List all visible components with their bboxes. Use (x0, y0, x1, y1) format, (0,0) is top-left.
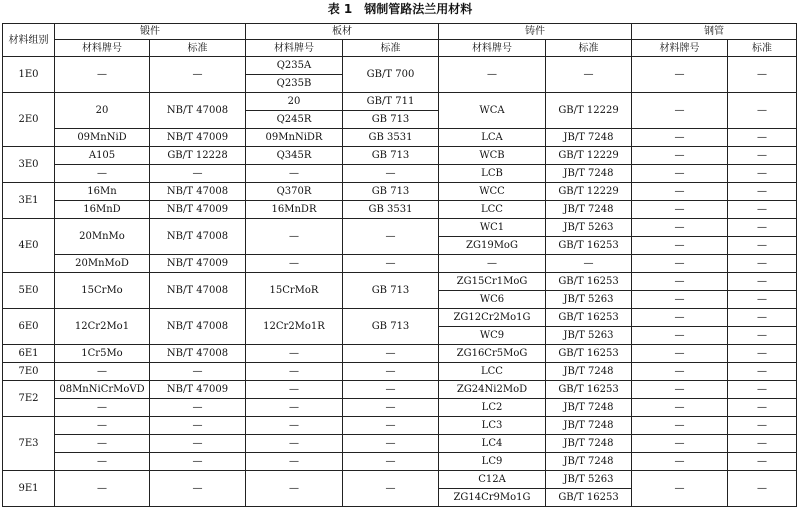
table-row (3, 273, 797, 291)
forging-grade-cell: 20 (55, 93, 150, 129)
group-cell: 6E0 (3, 309, 55, 345)
pipe-grade-cell: — (632, 471, 728, 507)
casting-standard-cell: JB/T 5263 (546, 219, 632, 237)
plate-grade-cell: — (246, 363, 343, 381)
pipe-standard-cell: — (728, 237, 797, 255)
casting-standard-cell: JB/T 7248 (546, 417, 632, 435)
casting-standard-cell: GB/T 12229 (546, 147, 632, 165)
pipe-standard-cell: — (728, 435, 797, 453)
pipe-grade-cell: — (632, 399, 728, 417)
table-row (3, 435, 797, 453)
header-casting-standard: 标准 (546, 40, 632, 57)
pipe-grade-cell: — (632, 327, 728, 345)
forging-grade-cell: 16MnD (55, 201, 150, 219)
table-row (3, 201, 797, 219)
table-row (3, 57, 797, 75)
table-row (3, 471, 797, 489)
header-plate: 板材 (246, 24, 439, 40)
casting-grade-cell: LCB (439, 165, 546, 183)
plate-standard-cell: — (343, 417, 439, 435)
header-casting-grade: 材料牌号 (439, 40, 546, 57)
plate-standard-cell: GB 3531 (343, 201, 439, 219)
forging-standard-cell: — (150, 165, 246, 183)
casting-standard-cell: — (546, 255, 632, 273)
pipe-grade-cell: — (632, 363, 728, 381)
plate-grade-cell: Q235B (246, 75, 343, 93)
group-cell: 4E0 (3, 219, 55, 273)
group-cell: 6E1 (3, 345, 55, 363)
casting-grade-cell: LC3 (439, 417, 546, 435)
pipe-standard-cell: — (728, 417, 797, 435)
header-group: 材料组别 (3, 24, 55, 57)
casting-standard-cell: JB/T 7248 (546, 129, 632, 147)
casting-standard-cell: JB/T 5263 (546, 327, 632, 345)
plate-standard-cell: — (343, 165, 439, 183)
forging-standard-cell: NB/T 47009 (150, 129, 246, 147)
casting-standard-cell: GB/T 16253 (546, 309, 632, 327)
group-cell: 1E0 (3, 57, 55, 93)
header-plate-grade: 材料牌号 (246, 40, 343, 57)
plate-standard-cell: — (343, 381, 439, 399)
casting-grade-cell: ZG19MoG (439, 237, 546, 255)
plate-standard-cell: — (343, 471, 439, 507)
header-pipe-standard: 标准 (728, 40, 797, 57)
pipe-grade-cell: — (632, 435, 728, 453)
plate-grade-cell: Q235A (246, 57, 343, 75)
forging-grade-cell: 20MnMo (55, 219, 150, 255)
plate-grade-cell: 12Cr2Mo1R (246, 309, 343, 345)
table-row (3, 381, 797, 399)
forging-standard-cell: NB/T 47008 (150, 93, 246, 129)
casting-grade-cell: C12A (439, 471, 546, 489)
casting-grade-cell: LC4 (439, 435, 546, 453)
forging-grade-cell: 09MnNiD (55, 129, 150, 147)
plate-grade-cell: — (246, 165, 343, 183)
table-row (3, 417, 797, 435)
forging-standard-cell: — (150, 435, 246, 453)
pipe-grade-cell: — (632, 417, 728, 435)
casting-standard-cell: GB/T 16253 (546, 381, 632, 399)
group-cell: 3E0 (3, 147, 55, 183)
plate-standard-cell: GB 713 (343, 309, 439, 345)
pipe-grade-cell: — (632, 183, 728, 201)
pipe-grade-cell: — (632, 309, 728, 327)
plate-grade-cell: — (246, 471, 343, 507)
pipe-grade-cell: — (632, 381, 728, 399)
plate-grade-cell: — (246, 345, 343, 363)
pipe-grade-cell: — (632, 147, 728, 165)
casting-grade-cell: ZG12Cr2Mo1G (439, 309, 546, 327)
pipe-standard-cell: — (728, 327, 797, 345)
casting-grade-cell: ZG15Cr1MoG (439, 273, 546, 291)
casting-grade-cell: WCA (439, 93, 546, 129)
plate-standard-cell: — (343, 345, 439, 363)
forging-grade-cell: — (55, 57, 150, 93)
plate-grade-cell: — (246, 435, 343, 453)
casting-standard-cell: JB/T 5263 (546, 471, 632, 489)
plate-grade-cell: Q370R (246, 183, 343, 201)
casting-standard-cell: JB/T 7248 (546, 201, 632, 219)
pipe-standard-cell: — (728, 201, 797, 219)
header-pipe-grade: 材料牌号 (632, 40, 728, 57)
forging-grade-cell: — (55, 435, 150, 453)
casting-grade-cell: LCC (439, 363, 546, 381)
plate-standard-cell: GB 713 (343, 111, 439, 129)
plate-grade-cell: 20 (246, 93, 343, 111)
plate-grade-cell: — (246, 399, 343, 417)
table-row (3, 363, 797, 381)
casting-grade-cell: ZG16Cr5MoG (439, 345, 546, 363)
plate-standard-cell: — (343, 435, 439, 453)
plate-grade-cell: — (246, 255, 343, 273)
forging-grade-cell: — (55, 165, 150, 183)
casting-standard-cell: JB/T 7248 (546, 435, 632, 453)
pipe-grade-cell: — (632, 201, 728, 219)
table-row (3, 453, 797, 471)
table-title: 表 1 钢制管路法兰用材料 (327, 2, 473, 16)
pipe-standard-cell: — (728, 273, 797, 291)
header-pipe: 钢管 (632, 24, 797, 40)
pipe-grade-cell: — (632, 129, 728, 147)
plate-grade-cell: Q345R (246, 147, 343, 165)
casting-grade-cell: WC1 (439, 219, 546, 237)
pipe-standard-cell: — (728, 345, 797, 363)
plate-standard-cell: GB 713 (343, 183, 439, 201)
plate-grade-cell: Q245R (246, 111, 343, 129)
pipe-grade-cell: — (632, 345, 728, 363)
plate-standard-cell: GB/T 700 (343, 57, 439, 93)
group-cell: 9E1 (3, 471, 55, 507)
pipe-grade-cell: — (632, 237, 728, 255)
group-cell: 3E1 (3, 183, 55, 219)
pipe-grade-cell: — (632, 453, 728, 471)
forging-grade-cell: 20MnMoD (55, 255, 150, 273)
plate-standard-cell: GB 3531 (343, 129, 439, 147)
casting-grade-cell: WCB (439, 147, 546, 165)
pipe-standard-cell: — (728, 183, 797, 201)
pipe-standard-cell: — (728, 93, 797, 129)
forging-grade-cell: 08MnNiCrMoVD (55, 381, 150, 399)
pipe-grade-cell: — (632, 93, 728, 129)
table-row (3, 93, 797, 111)
table-row (3, 183, 797, 201)
header-forging-grade: 材料牌号 (55, 40, 150, 57)
casting-standard-cell: — (546, 57, 632, 93)
casting-grade-cell: LC2 (439, 399, 546, 417)
forging-grade-cell: 16Mn (55, 183, 150, 201)
casting-grade-cell: ZG14Cr9Mo1G (439, 489, 546, 507)
pipe-standard-cell: — (728, 309, 797, 327)
table-row (3, 255, 797, 273)
pipe-grade-cell: — (632, 219, 728, 237)
group-cell: 7E2 (3, 381, 55, 417)
plate-standard-cell: GB/T 711 (343, 93, 439, 111)
forging-grade-cell: 12Cr2Mo1 (55, 309, 150, 345)
casting-standard-cell: JB/T 7248 (546, 363, 632, 381)
plate-standard-cell: GB 713 (343, 147, 439, 165)
forging-standard-cell: — (150, 399, 246, 417)
pipe-grade-cell: — (632, 255, 728, 273)
forging-standard-cell: NB/T 47009 (150, 381, 246, 399)
table-row (3, 345, 797, 363)
pipe-standard-cell: — (728, 453, 797, 471)
forging-grade-cell: A105 (55, 147, 150, 165)
casting-grade-cell: WC9 (439, 327, 546, 345)
plate-grade-cell: 09MnNiDR (246, 129, 343, 147)
pipe-standard-cell: — (728, 219, 797, 237)
forging-standard-cell: — (150, 417, 246, 435)
pipe-grade-cell: — (632, 165, 728, 183)
forging-standard-cell: NB/T 47008 (150, 273, 246, 309)
pipe-grade-cell: — (632, 273, 728, 291)
materials-table (2, 23, 797, 507)
plate-standard-cell: — (343, 399, 439, 417)
pipe-standard-cell: — (728, 363, 797, 381)
forging-grade-cell: — (55, 471, 150, 507)
forging-grade-cell: — (55, 453, 150, 471)
forging-grade-cell: — (55, 417, 150, 435)
pipe-standard-cell: — (728, 255, 797, 273)
plate-standard-cell: — (343, 453, 439, 471)
pipe-standard-cell: — (728, 471, 797, 507)
plate-standard-cell: — (343, 255, 439, 273)
forging-grade-cell: — (55, 399, 150, 417)
pipe-grade-cell: — (632, 291, 728, 309)
casting-standard-cell: GB/T 12229 (546, 93, 632, 129)
forging-standard-cell: NB/T 47008 (150, 309, 246, 345)
forging-standard-cell: NB/T 47009 (150, 255, 246, 273)
plate-grade-cell: — (246, 219, 343, 255)
forging-standard-cell: NB/T 47008 (150, 183, 246, 201)
forging-grade-cell: — (55, 363, 150, 381)
pipe-standard-cell: — (728, 147, 797, 165)
casting-grade-cell: WC6 (439, 291, 546, 309)
forging-grade-cell: 15CrMo (55, 273, 150, 309)
casting-grade-cell: LC9 (439, 453, 546, 471)
casting-standard-cell: GB/T 16253 (546, 345, 632, 363)
plate-grade-cell: — (246, 417, 343, 435)
plate-standard-cell: — (343, 363, 439, 381)
plate-standard-cell: — (343, 219, 439, 255)
table-row (3, 219, 797, 237)
casting-standard-cell: GB/T 16253 (546, 237, 632, 255)
forging-standard-cell: — (150, 471, 246, 507)
plate-grade-cell: 16MnDR (246, 201, 343, 219)
pipe-standard-cell: — (728, 291, 797, 309)
plate-grade-cell: — (246, 381, 343, 399)
header-casting: 铸件 (439, 24, 632, 40)
group-cell: 7E3 (3, 417, 55, 471)
casting-standard-cell: JB/T 7248 (546, 453, 632, 471)
casting-grade-cell: WCC (439, 183, 546, 201)
header-forging-standard: 标准 (150, 40, 246, 57)
casting-standard-cell: JB/T 7248 (546, 399, 632, 417)
pipe-standard-cell: — (728, 165, 797, 183)
pipe-standard-cell: — (728, 399, 797, 417)
group-cell: 7E0 (3, 363, 55, 381)
casting-grade-cell: ZG24Ni2MoD (439, 381, 546, 399)
table-row (3, 147, 797, 165)
plate-grade-cell: 15CrMoR (246, 273, 343, 309)
casting-grade-cell: LCA (439, 129, 546, 147)
casting-grade-cell: LCC (439, 201, 546, 219)
forging-standard-cell: GB/T 12228 (150, 147, 246, 165)
pipe-standard-cell: — (728, 57, 797, 93)
plate-grade-cell: — (246, 453, 343, 471)
forging-standard-cell: NB/T 47008 (150, 219, 246, 255)
casting-standard-cell: GB/T 16253 (546, 273, 632, 291)
forging-standard-cell: NB/T 47009 (150, 201, 246, 219)
header-forging: 锻件 (55, 24, 246, 40)
casting-standard-cell: JB/T 5263 (546, 291, 632, 309)
casting-standard-cell: GB/T 16253 (546, 489, 632, 507)
group-cell: 2E0 (3, 93, 55, 147)
forging-standard-cell: — (150, 453, 246, 471)
table-row (3, 309, 797, 327)
pipe-standard-cell: — (728, 129, 797, 147)
forging-standard-cell: NB/T 47008 (150, 345, 246, 363)
group-cell: 5E0 (3, 273, 55, 309)
casting-grade-cell: — (439, 255, 546, 273)
casting-standard-cell: GB/T 12229 (546, 183, 632, 201)
forging-standard-cell: — (150, 363, 246, 381)
table-row (3, 165, 797, 183)
table-row (3, 129, 797, 147)
forging-grade-cell: 1Cr5Mo (55, 345, 150, 363)
casting-grade-cell: — (439, 57, 546, 93)
header-plate-standard: 标准 (343, 40, 439, 57)
table-row (3, 399, 797, 417)
casting-standard-cell: JB/T 7248 (546, 165, 632, 183)
pipe-standard-cell: — (728, 381, 797, 399)
pipe-grade-cell: — (632, 57, 728, 93)
forging-standard-cell: — (150, 57, 246, 93)
plate-standard-cell: GB 713 (343, 273, 439, 309)
